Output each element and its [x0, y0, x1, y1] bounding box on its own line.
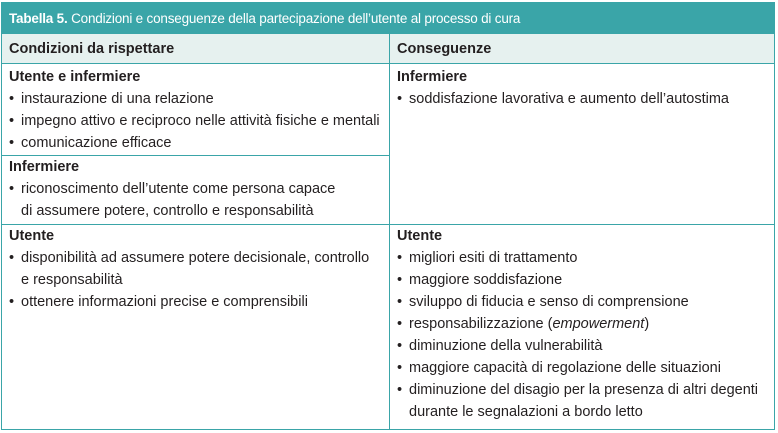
- list-item: • soddisfazione lavorativa e aumento dell’autostima: [397, 88, 772, 110]
- list-item-emphasis: empowerment: [552, 316, 645, 332]
- cell-conditions-user: [9, 225, 387, 313]
- list-item: • sviluppo di fiducia e senso di comprensione: [397, 291, 772, 313]
- group-heading: Utente: [9, 228, 55, 244]
- list-item-text: responsabilizzazione (: [409, 316, 553, 332]
- column-header-row: [2, 34, 774, 64]
- column-header-conditions: Condizioni da rispettare: [9, 41, 175, 57]
- list-item: • maggiore capacità di regolazione delle situazioni: [397, 357, 772, 379]
- list-item-line: e responsabilità: [21, 272, 123, 288]
- group-heading: Utente: [397, 228, 443, 244]
- list-item: • diminuzione della vulnerabilità: [397, 335, 772, 357]
- list-item: [9, 247, 387, 291]
- list-item: [397, 379, 772, 423]
- table-5: [1, 2, 775, 430]
- list-item: • impegno attivo e reciproco nelle attività fisiche e mentali: [9, 110, 387, 132]
- list-item-text: ): [644, 316, 650, 332]
- list-item-line: • disponibilità ad assumere potere decisionale, controllo: [21, 250, 370, 266]
- list-item-line: durante le segnalazioni a bordo letto: [409, 404, 643, 420]
- cell-consequences-nurse: [397, 66, 772, 110]
- list-item: [397, 313, 772, 335]
- list-item-line: di assumere potere, controllo e responsabilità: [21, 203, 314, 219]
- list-item: • maggiore soddisfazione: [397, 269, 772, 291]
- group-heading: Infermiere: [397, 69, 468, 85]
- table-title: Condizioni e conseguenze della partecipazione dell’utente al processo di cura: [71, 11, 521, 26]
- list-item-line: • diminuzione del disagio per la presenza di altri degenti: [409, 382, 759, 398]
- table-label: Tabella 5.: [9, 11, 68, 26]
- list-item: • instaurazione di una relazione: [9, 88, 387, 110]
- cell-consequences-user: [397, 225, 772, 423]
- cell-conditions-user-nurse: [9, 66, 387, 154]
- list-item: [9, 178, 387, 222]
- list-item-line: • riconoscimento dell’utente come persona capace: [21, 181, 336, 197]
- cell-conditions-nurse: [9, 156, 387, 222]
- list-item: • migliori esiti di trattamento: [397, 247, 772, 269]
- list-item: • comunicazione efficace: [9, 132, 387, 154]
- group-heading: Infermiere: [9, 159, 80, 175]
- group-heading: Utente e infermiere: [9, 69, 141, 85]
- table-title-bar: [2, 3, 774, 34]
- column-divider: [389, 34, 390, 429]
- column-header-consequences: Conseguenze: [397, 41, 492, 57]
- list-item: • ottenere informazioni precise e comprensibili: [9, 291, 387, 313]
